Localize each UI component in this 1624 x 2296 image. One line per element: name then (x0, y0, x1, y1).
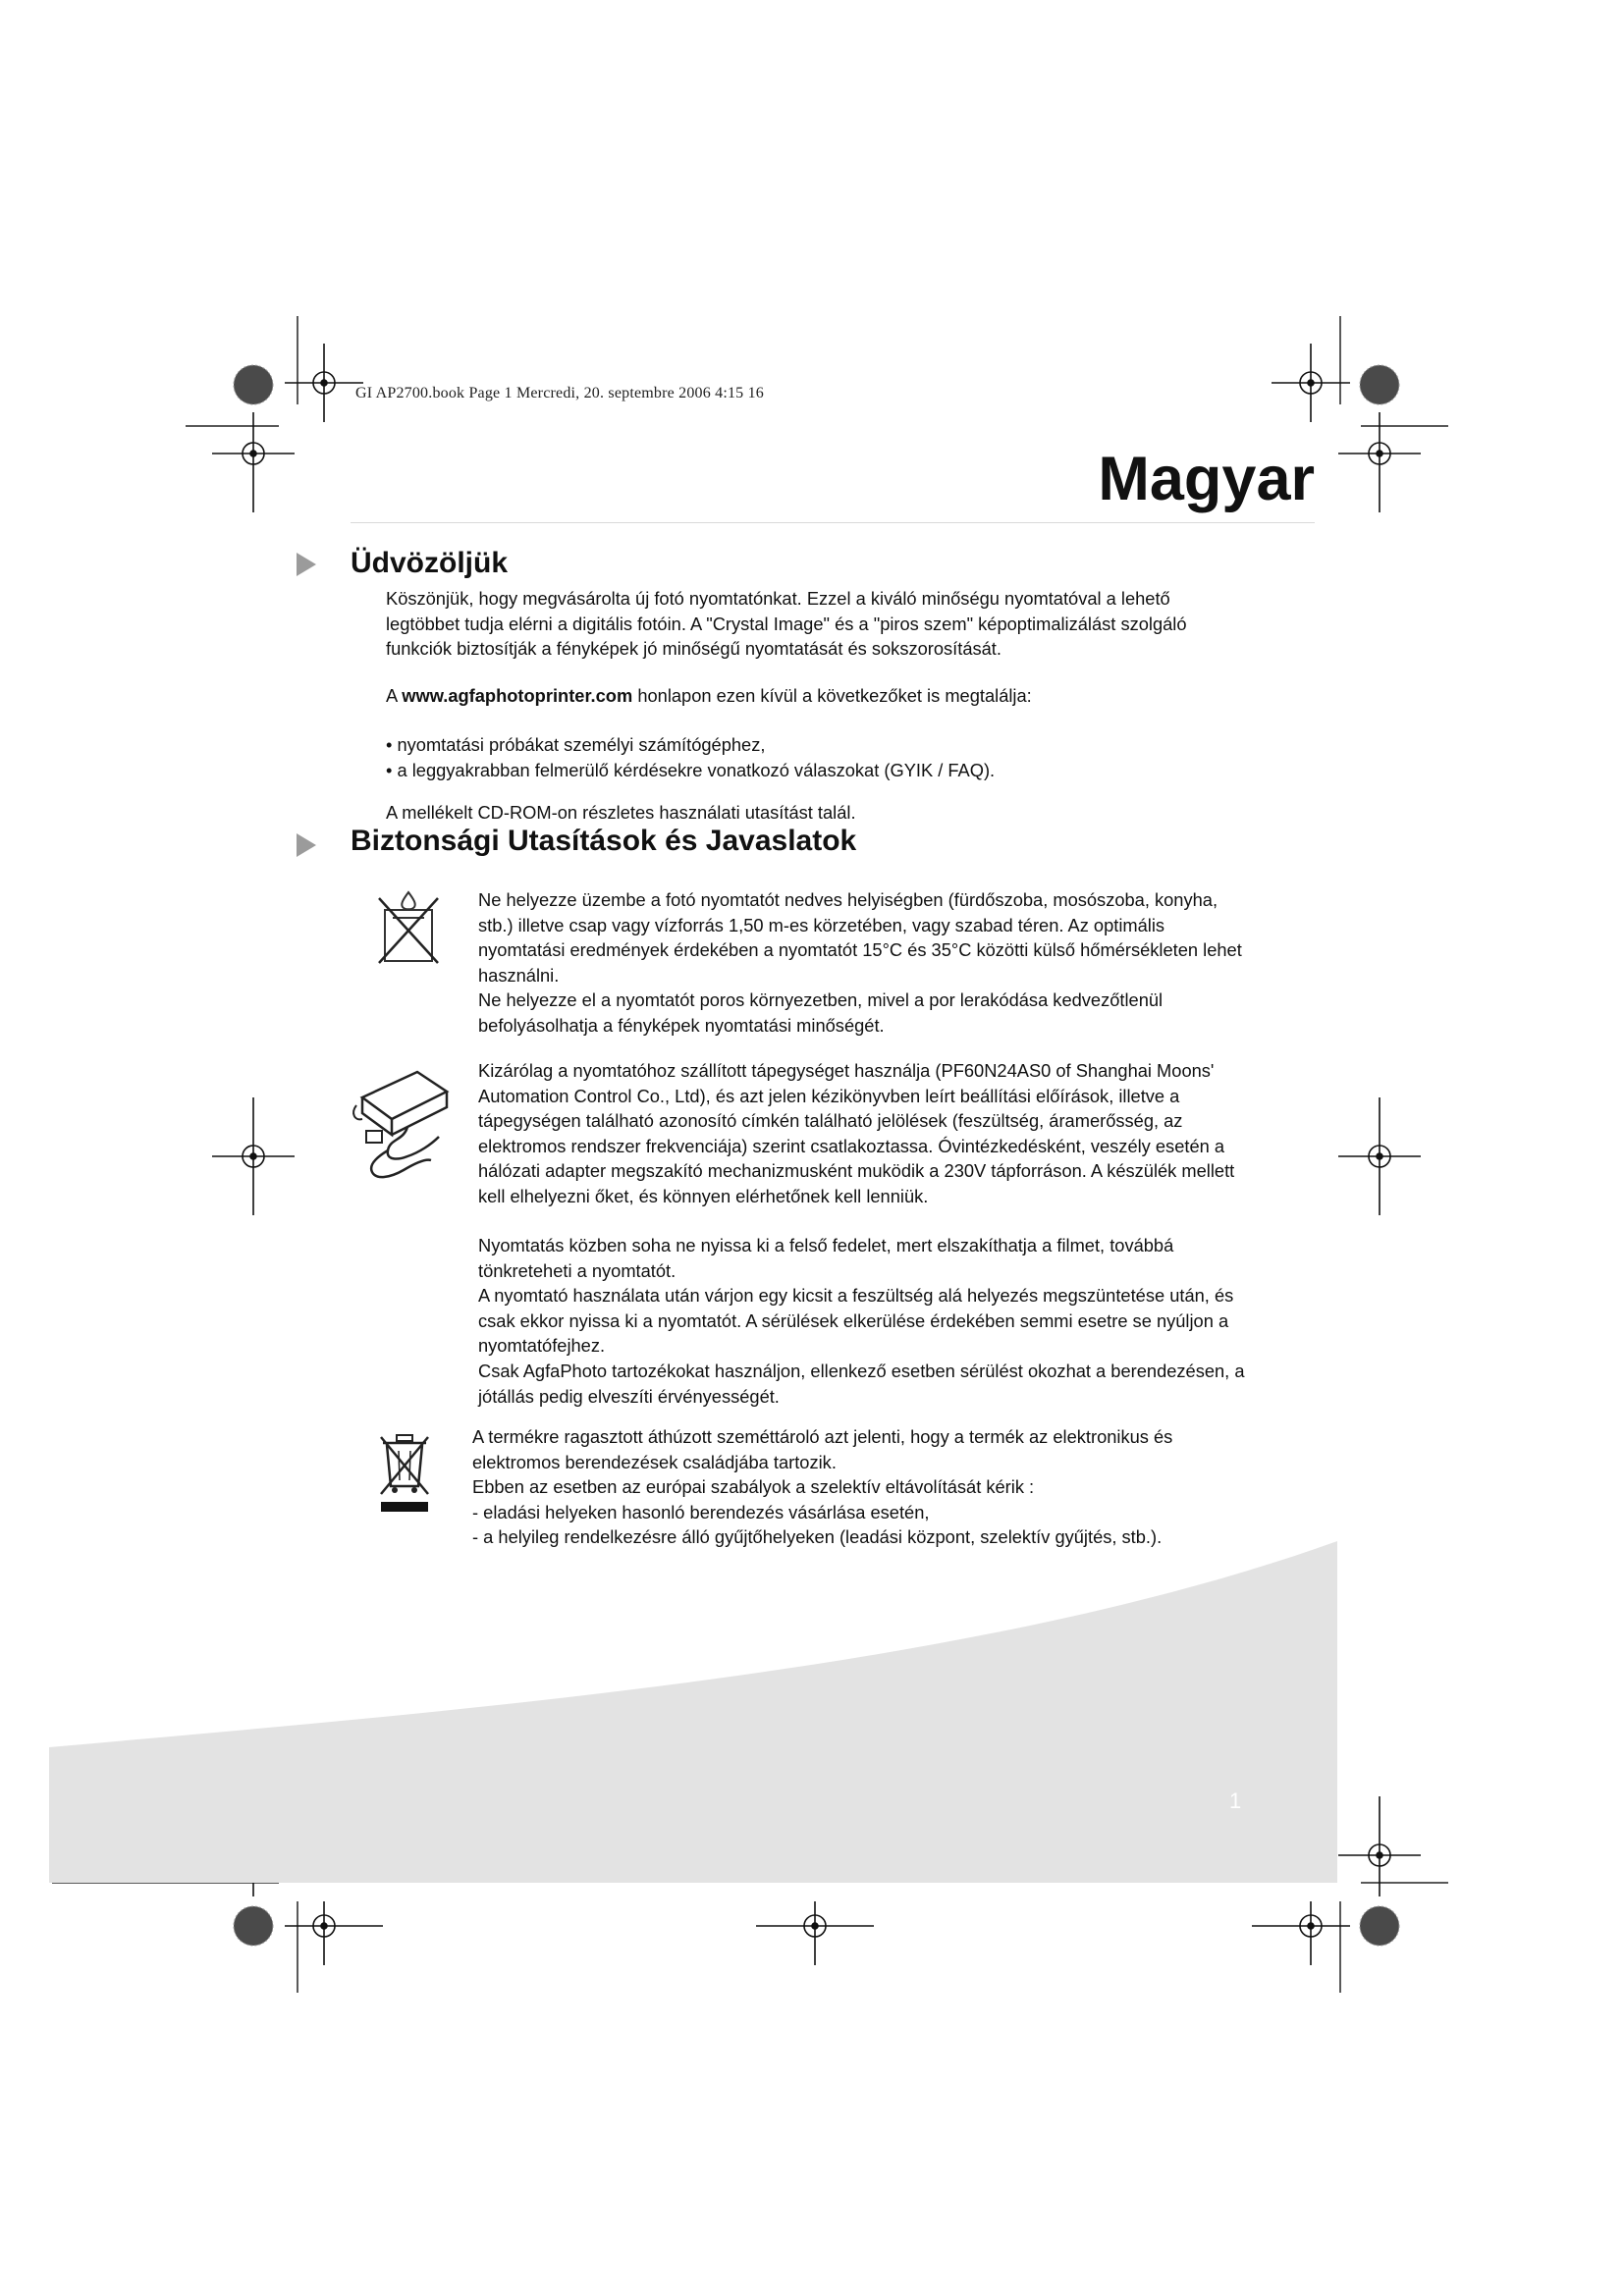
power-adapter-icon (349, 1062, 457, 1182)
no-moisture-icon (373, 888, 444, 965)
power-line: Automation Control Co., Ltd), és azt jelen kézikönyvben leírt beállítási előírások, illetve a (478, 1085, 1180, 1106)
voltage-line: nyomtatófejhez. (478, 1335, 606, 1357)
voltage-line: csak ekkor nyissa ki a nyomtatót. A sérülések elkerülése érdekében semmi esetre se nyúljon a (478, 1309, 1229, 1331)
printing-line: Nyomtatás közben soha ne nyissa ki a felső fedelet, mert elszakíthatja a filmet, továbbá (478, 1235, 1174, 1255)
moisture-line: Ne helyezze üzembe a fotó nyomtatót nedves helyiségben (fürdőszoba, mosószoba, konyha, (478, 889, 1218, 910)
weee-line: - a helyileg rendelkezésre álló gyűjtőhelyeken (leadási központ, szelektív gyűjtés, stb.). (472, 1526, 1163, 1548)
welcome-intro (386, 586, 1313, 662)
section-arrow-icon (297, 833, 316, 857)
moisture-line: nyomtatási eredmények érdekében a nyomtatót 15°C és 35°C közötti külső hőmérsékleten lehet (478, 939, 1242, 961)
welcome-intro-line: funkciók biztosítják a fényképek jó minőségű nyomtatását és sokszorosítását. (386, 638, 1001, 660)
accessory-line: Csak AgfaPhoto tartozékokat használjon, ellenkező esetben sérülést okozhat a berendezésen, a (478, 1360, 1245, 1381)
crossed-bin-icon (375, 1431, 434, 1514)
welcome-intro-line: Köszönjük, hogy megvásárolta új fotó nyomtatónkat. Ezzel a kiváló minőségu nyomtatóval a lehető (386, 588, 1170, 609)
page-number: 1 (1229, 1789, 1242, 1813)
printing-warning (478, 1233, 1313, 1409)
moisture-line: használni. (478, 964, 560, 986)
moisture-line: stb.) illetve csap vagy vízforrás 1,50 m-es körzetében, vagy szabad téren. Az optimális (478, 914, 1165, 935)
printing-line: tönkreteheti a nyomtatót. (478, 1259, 677, 1281)
weee-line: Ebben az esetben az európai szabályok a szelektív eltávolítását kérik : (472, 1476, 1035, 1498)
print-slug: GI AP2700.book Page 1 Mercredi, 20. septembre 2006 4:15 16 (355, 385, 764, 401)
section-arrow-icon (297, 553, 316, 576)
voltage-line: A nyomtató használata után várjon egy kicsit a feszültség alá helyezés megszüntetése után, és (478, 1285, 1234, 1307)
list-item: • nyomtatási próbákat személyi számítógéphez, (386, 734, 766, 755)
website-prefix: A (386, 685, 403, 706)
website-paragraph (386, 683, 1032, 709)
website-link[interactable]: www.agfaphotoprinter.com (402, 685, 633, 706)
weee-line: - eladási helyeken hasonló berendezés vásárlása esetén, (472, 1501, 930, 1522)
dust-line: befolyásolhatja a fényképek nyomtatási minőségét. (478, 1014, 885, 1036)
power-line: hálózati adapter megszakító mechanizmusként muködik a 230V tápforráson. A készülék mellett (478, 1160, 1235, 1182)
accessory-line: jótállás pedig elveszíti érvényességét. (478, 1385, 780, 1407)
resource-list (386, 732, 995, 782)
welcome-heading: Üdvözöljük (351, 547, 509, 579)
welcome-intro-line: legtöbbet tudja elérni a digitális fotóin. A "Crystal Image" és a "piros szem" képoptimalizálást szolgáló (386, 613, 1187, 634)
title-divider (351, 522, 1315, 523)
website-suffix: honlapon ezen kívül a következőket is megtalálja: (632, 685, 1032, 706)
power-line: Kizárólag a nyomtatóhoz szállított tápegységet használja (PF60N24AS0 of Shanghai Moons' (478, 1060, 1215, 1081)
cdrom-note: A mellékelt CD-ROM-on részletes használati utasítást talál. (386, 802, 856, 823)
dust-line: Ne helyezze el a nyomtatót poros környezetben, mivel a por lerakódása kedvezőtlenül (478, 989, 1164, 1011)
moisture-warning (478, 887, 1313, 1039)
power-supply-warning (478, 1058, 1313, 1209)
weee-line: elektromos berendezések családjába tartozik. (472, 1451, 837, 1472)
weee-notice (472, 1424, 1313, 1550)
safety-heading: Biztonsági Utasítások és Javaslatok (351, 825, 857, 857)
power-line: kell elhelyezni őket, és könnyen elérhetőnek kell lenniük. (478, 1185, 929, 1206)
power-line: tápegységen található azonosító címkén található jelölések (feszültség, áramerősség, az (478, 1110, 1183, 1132)
list-item: • a leggyakrabban felmerülő kérdésekre vonatkozó válaszokat (GYIK / FAQ). (386, 759, 996, 780)
weee-line: A termékre ragasztott áthúzott szeméttároló azt jelenti, hogy a termék az elektronikus és (472, 1426, 1173, 1447)
language-title: Magyar (1098, 445, 1315, 513)
power-line: elektromos rendszer frekvenciája) szerint csatlakoztassa. Óvintézkedésként, veszély esetén a (478, 1135, 1225, 1156)
